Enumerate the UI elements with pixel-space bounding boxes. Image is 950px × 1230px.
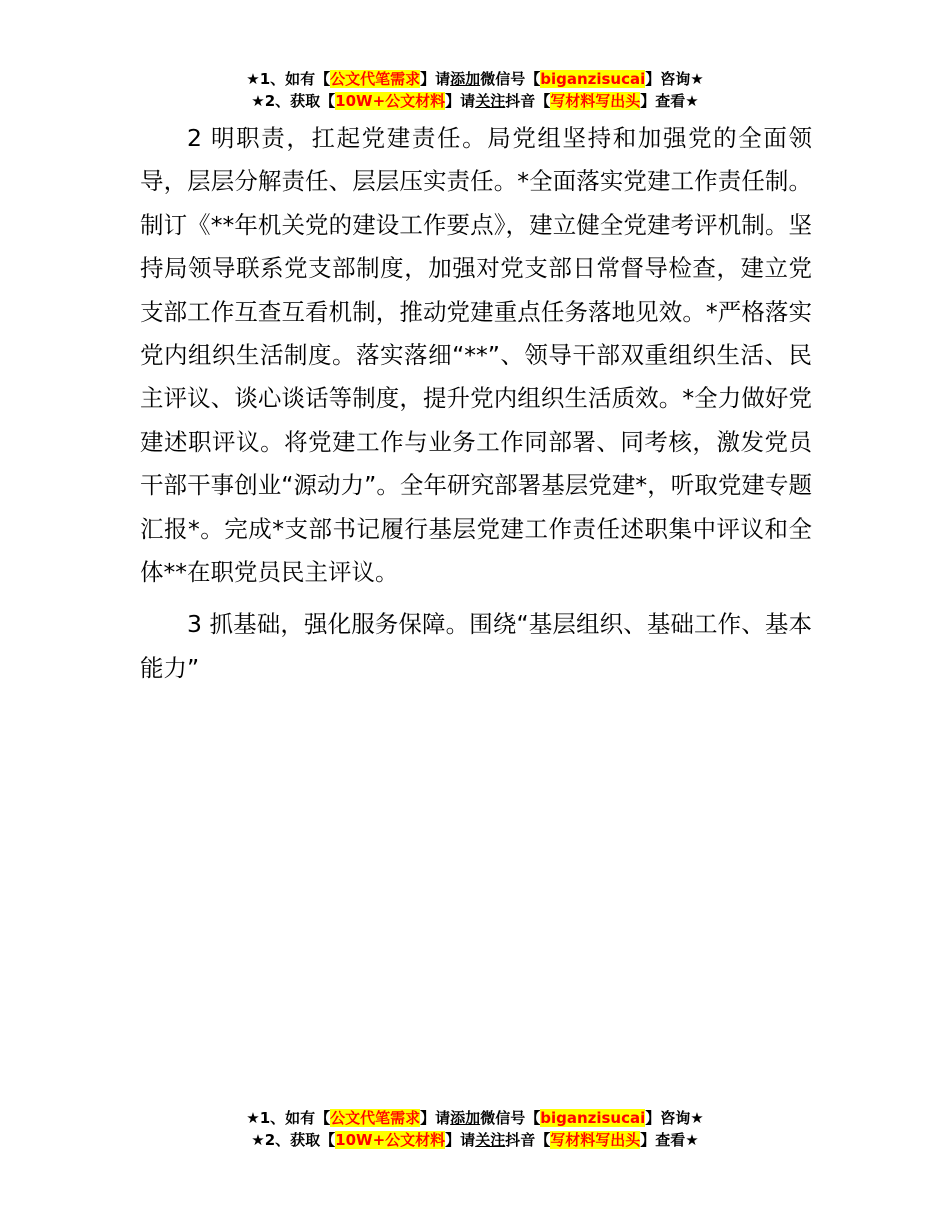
banner-text: 】请 [445, 1131, 476, 1149]
banner-text: 】请 [420, 70, 451, 88]
banner-text: 】查看 [640, 1131, 686, 1149]
banner-text: 】咨询 [645, 1109, 691, 1127]
banner-text: 】查看 [640, 92, 686, 110]
banner-text: 抖音【 [505, 92, 551, 110]
underlined-text: 关注 [475, 92, 506, 110]
paragraph-responsibilities: 2 明职责，扛起党建责任。局党组坚持和加强党的全面领导，层层分解责任、层层压实责任。*全面落实党建工作责任制。制订《**年机关党的建设工作要点》，建立健全党建考评机制。坚持局领导联系党支部制度，加强对党支部日常督导检查，建立党支部工作互查互看机制，推动党建重点任务落地见效。*严格落实党内组织生活制度。落实落细“**”、领导干部双重组织生活、民主评议、谈心谈话等制度，提升党内组织生活质效。*全力做好党建述职评议。将党建工作与业务工作同部署、同考核，激发党员干部干事创业“源动力”。全年研究部署基层党建*，听取党建专题汇报*。完成*支部书记履行基层党建工作责任述职集中评议和全体**在职党员民主评议。 [140, 124, 812, 587]
highlight-wechat-id: biganzisucai [540, 1109, 646, 1127]
underlined-text: 添加 [450, 70, 481, 88]
banner-text: 2、获取【 [264, 1131, 336, 1149]
star-icon: ★ [690, 70, 704, 88]
banner-text: 微信号【 [480, 70, 541, 88]
star-icon: ★ [251, 1131, 265, 1149]
document-body [140, 117, 812, 690]
banner-text: 微信号【 [480, 1109, 541, 1127]
highlight-douyin-account: 写材料写出头 [550, 92, 641, 110]
footer-banner [0, 1107, 950, 1151]
banner-text: 】请 [420, 1109, 451, 1127]
underlined-text: 添加 [450, 1109, 481, 1127]
highlight-service: 公文代笔需求 [330, 70, 421, 88]
star-icon: ★ [246, 1109, 260, 1127]
star-icon: ★ [685, 92, 699, 110]
highlight-service: 公文代笔需求 [330, 1109, 421, 1127]
star-icon: ★ [690, 1109, 704, 1127]
banner-text: 】请 [445, 92, 476, 110]
banner-text: 抖音【 [505, 1131, 551, 1149]
paragraph-foundations: 3 抓基础，强化服务保障。围绕“基层组织、基础工作、基本能力” [140, 610, 812, 682]
banner-line-2 [0, 1129, 950, 1151]
header-banner [0, 68, 950, 112]
banner-line-1 [0, 68, 950, 90]
highlight-wechat-id: biganzisucai [540, 70, 646, 88]
star-icon: ★ [246, 70, 260, 88]
highlight-materials: 10W+公文材料 [335, 92, 446, 110]
banner-text: 1、如有【 [259, 1109, 331, 1127]
highlight-materials: 10W+公文材料 [335, 1131, 446, 1149]
banner-text: 1、如有【 [259, 70, 331, 88]
star-icon: ★ [251, 92, 265, 110]
banner-line-2 [0, 90, 950, 112]
banner-text: 】咨询 [645, 70, 691, 88]
highlight-douyin-account: 写材料写出头 [550, 1131, 641, 1149]
banner-text: 2、获取【 [264, 92, 336, 110]
banner-line-1 [0, 1107, 950, 1129]
underlined-text: 关注 [475, 1131, 506, 1149]
star-icon: ★ [685, 1131, 699, 1149]
